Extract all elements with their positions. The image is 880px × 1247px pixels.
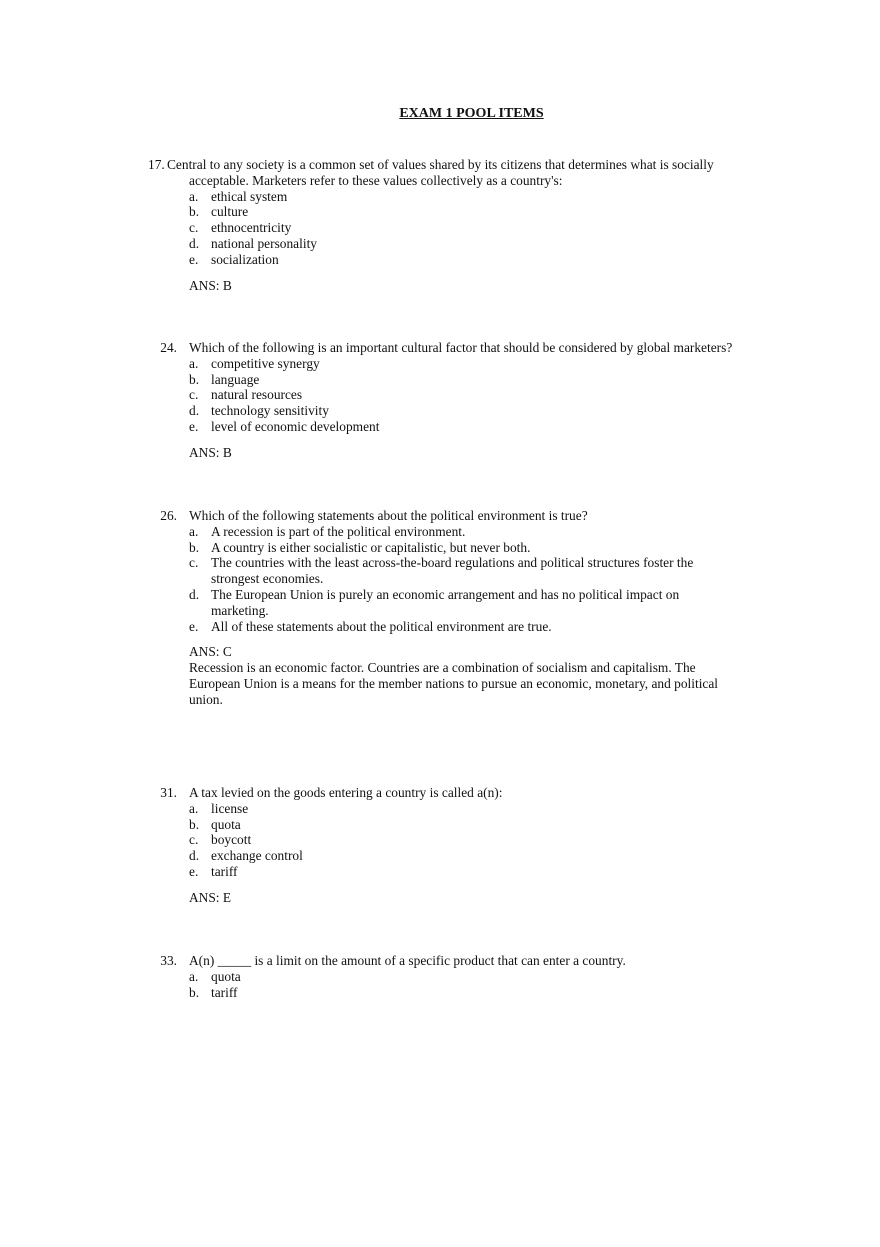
option-text: quota <box>211 968 241 984</box>
question-number: 31. <box>160 785 177 800</box>
option-c <box>189 832 709 848</box>
option-letter: a. <box>189 188 199 204</box>
option-text: license <box>211 800 249 816</box>
option-a <box>189 356 709 372</box>
option-letter: a. <box>189 355 199 371</box>
question-number: 17. <box>148 157 165 172</box>
option-b <box>189 372 709 388</box>
option-text: socialization <box>211 251 279 267</box>
question-stem-first-line: Central to any society is a common set of values shared by its citizens that determines what is socially <box>167 157 714 172</box>
option-a <box>189 969 709 985</box>
option-letter: d. <box>189 235 200 251</box>
option-a <box>189 524 709 540</box>
option-text: boycott <box>211 832 252 848</box>
question-stem-text: A(n) _____ is a limit on the amount of a specific product that can enter a country. <box>189 953 626 968</box>
question-31 <box>0 785 880 906</box>
option-d <box>189 587 709 619</box>
answer-line: ANS: E <box>189 889 232 905</box>
option-letter: a. <box>189 968 199 984</box>
option-text: culture <box>211 204 249 220</box>
option-letter: d. <box>189 848 200 864</box>
question-number: 24. <box>160 340 177 355</box>
option-a <box>189 189 709 205</box>
answer-line: ANS: B <box>189 444 232 460</box>
option-text: ethnocentricity <box>211 220 292 236</box>
option-b <box>189 540 709 556</box>
options-list <box>0 969 880 1001</box>
option-letter: e. <box>189 863 199 879</box>
question-stem <box>0 953 880 969</box>
option-letter: b. <box>189 371 200 387</box>
option-e <box>189 419 709 435</box>
option-letter: e. <box>189 251 199 267</box>
option-a <box>189 801 709 817</box>
option-text: tariff <box>211 984 238 1000</box>
option-letter: a. <box>189 523 199 539</box>
option-b <box>189 204 709 220</box>
option-letter: c. <box>189 220 199 236</box>
question-stem <box>0 340 880 356</box>
option-text: exchange control <box>211 848 303 864</box>
options-list <box>0 524 880 635</box>
question-number: 33. <box>160 953 177 968</box>
option-text: level of economic development <box>211 418 380 434</box>
options-list <box>0 801 880 880</box>
option-letter: b. <box>189 539 200 555</box>
option-text: language <box>211 371 260 387</box>
option-letter: a. <box>189 800 199 816</box>
option-letter: c. <box>189 555 199 571</box>
question-stem <box>0 157 880 189</box>
option-d <box>189 403 709 419</box>
question-stem <box>0 508 880 524</box>
option-c <box>189 220 709 236</box>
option-text: technology sensitivity <box>211 403 329 419</box>
option-text: A country is either socialistic or capitalistic, but never both. <box>211 539 531 555</box>
question-stem-text: A tax levied on the goods entering a country is called a(n): <box>189 785 503 800</box>
option-c <box>189 555 709 587</box>
option-letter: c. <box>189 387 199 403</box>
option-text: tariff <box>211 863 238 879</box>
question-stem-continuation: acceptable. Marketers refer to these values collectively as a country's: <box>189 172 563 188</box>
option-c <box>189 387 709 403</box>
answer-line: ANS: B <box>189 277 232 293</box>
question-17 <box>0 157 880 293</box>
option-letter: b. <box>189 816 200 832</box>
option-letter: b. <box>189 984 200 1000</box>
answer-explanation: Recession is an economic factor. Countries are a combination of socialism and capitalism. The European Union is a means for the member nations to pursue an economic, monetary, and political union. <box>189 660 719 707</box>
option-letter: e. <box>189 618 199 634</box>
option-letter: c. <box>189 832 199 848</box>
option-letter: d. <box>189 586 200 602</box>
answer-line: ANS: C <box>189 644 232 660</box>
option-e <box>189 619 709 635</box>
question-stem-text: Which of the following is an important cultural factor that should be considered by global marketers? <box>189 340 733 355</box>
question-stem-text: Which of the following statements about the political environment is true? <box>189 508 588 523</box>
option-d <box>189 236 709 252</box>
option-b <box>189 985 709 1001</box>
question-24 <box>0 340 880 461</box>
options-list <box>0 189 880 268</box>
option-letter: b. <box>189 204 200 220</box>
question-26 <box>0 508 880 708</box>
options-list <box>0 356 880 435</box>
option-b <box>189 817 709 833</box>
option-text: All of these statements about the political environment are true. <box>211 618 552 634</box>
question-number: 26. <box>160 508 177 523</box>
option-e <box>189 864 709 880</box>
option-text: national personality <box>211 235 317 251</box>
option-text: competitive synergy <box>211 355 320 371</box>
question-33 <box>0 953 880 1000</box>
option-text: natural resources <box>211 387 303 403</box>
option-letter: e. <box>189 418 199 434</box>
page-title: EXAM 1 POOL ITEMS <box>399 106 544 121</box>
question-stem <box>0 785 880 801</box>
option-text: The countries with the least across-the-board regulations and political structures foster the strongest economies. <box>211 555 694 587</box>
option-text: A recession is part of the political environment. <box>211 523 466 539</box>
option-letter: d. <box>189 403 200 419</box>
option-e <box>189 252 709 268</box>
option-text: quota <box>211 816 241 832</box>
option-d <box>189 848 709 864</box>
option-text: ethical system <box>211 188 288 204</box>
option-text: The European Union is purely an economic arrangement and has no political impact on marketing. <box>211 586 680 618</box>
